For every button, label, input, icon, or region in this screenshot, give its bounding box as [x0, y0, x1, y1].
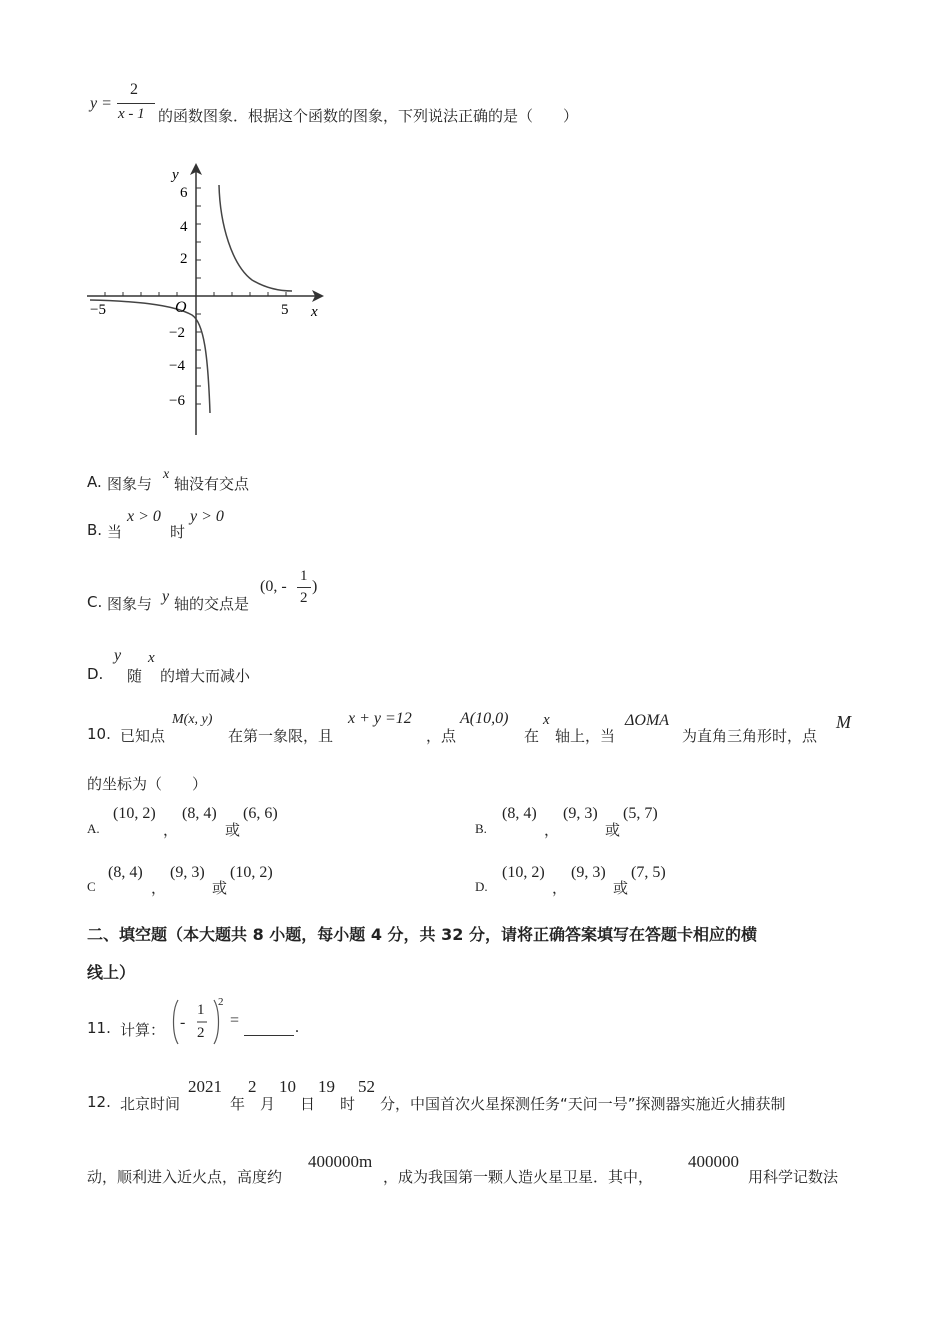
q11-numerator: 1 [197, 1002, 205, 1018]
q12-line2-text1: 动，顺利进入近火点，高度约 [87, 1168, 283, 1186]
q12-year: 2021 [188, 1077, 222, 1096]
q10-option-d-point3: (7, 5) [631, 864, 666, 881]
q10-option-b-point3: (5, 7) [623, 805, 658, 822]
q10-option-b-point2: (9, 3) [563, 805, 598, 822]
q12-hour-unit: 时 [340, 1095, 356, 1113]
option-b-result: y > 0 [190, 508, 224, 525]
y-tick-label-neg2: −2 [169, 325, 185, 341]
x-tick-label-5: 5 [281, 302, 289, 318]
section-heading-line2: 线上） [87, 963, 136, 982]
q12-year-unit: 年 [230, 1095, 246, 1113]
q11-equals: = [230, 1012, 240, 1029]
fraction-bar [117, 103, 155, 104]
y-tick-label-neg6: −6 [169, 393, 185, 409]
y-tick-label-neg4: −4 [169, 358, 185, 374]
q10-option-c-sep: ， [151, 879, 167, 897]
function-denominator: x - 1 [118, 106, 145, 122]
y-tick-label-2: 2 [180, 251, 188, 267]
q11-period: . [295, 1019, 299, 1036]
function-numerator: 2 [130, 81, 138, 98]
q11-denominator: 2 [197, 1025, 205, 1041]
q10-number: 10. [87, 725, 111, 743]
option-c-var: y [162, 588, 170, 605]
left-paren [174, 1000, 179, 1044]
y-axis-label: y [172, 167, 179, 183]
y-tick-label-4: 4 [180, 219, 188, 235]
option-b-text1: 当 [107, 523, 123, 541]
q10-var-x: x [543, 712, 550, 728]
q12-month-unit: 月 [260, 1095, 276, 1113]
option-c-denominator: 2 [300, 590, 308, 606]
option-c-point-close: ) [312, 578, 318, 595]
q10-option-b-point1: (8, 4) [502, 805, 537, 822]
option-c-point-open: (0, - [260, 578, 287, 595]
q10-var-m: M [836, 712, 851, 732]
q10-condition: x + y =12 [348, 710, 412, 727]
option-c-text2: 轴的交点是 [174, 595, 250, 613]
q10-option-d-sep: ， [552, 879, 568, 897]
option-d-var-x: x [148, 650, 155, 666]
option-a-var: x [163, 467, 170, 482]
option-b-cond: x > 0 [127, 508, 161, 525]
option-a-text1: 图象与 [107, 475, 153, 493]
option-b-letter: B. [87, 521, 103, 539]
option-d-var-y: y [114, 647, 122, 664]
q10-text1: 已知点 [120, 727, 166, 745]
q10-option-c-point3: (10, 2) [230, 864, 273, 881]
q12-number-value: 400000 [688, 1152, 739, 1171]
q12-text2: 分，中国首次火星探测任务“天问一号”探测器实施近火捕获制 [380, 1095, 786, 1113]
option-d-text2: 的增大而减小 [160, 667, 251, 685]
option-c-text1: 图象与 [107, 595, 153, 613]
q10-option-a-letter: A. [87, 821, 100, 836]
q10-option-d-or: 或 [613, 879, 629, 897]
option-a-text2: 轴没有交点 [174, 475, 250, 493]
q10-text3: ，点 [426, 727, 457, 745]
q10-option-a-point2: (8, 4) [182, 805, 217, 822]
q11-minus: - [180, 1014, 186, 1031]
hyperbola-left-branch [90, 300, 210, 413]
q10-option-c-letter: C [87, 879, 96, 894]
q12-height: 400000m [308, 1152, 373, 1171]
q10-point-m: M(x, y) [172, 712, 213, 727]
q10-option-b-or: 或 [605, 821, 621, 839]
q11-answer-blank[interactable] [244, 1021, 294, 1036]
q11-number: 11. [87, 1019, 111, 1037]
q12-day-unit: 日 [300, 1095, 316, 1113]
q10-option-a-sep: ， [163, 821, 179, 839]
q11-exponent: 2 [218, 996, 224, 1008]
x-tick-label-neg5: −5 [90, 302, 106, 318]
q10-option-b-sep: ， [544, 821, 560, 839]
function-y-equals: y = [90, 95, 112, 112]
option-d-text1: 随 [127, 667, 143, 685]
q12-line2-text2: ，成为我国第一颗人造火星卫星．其中， [383, 1168, 654, 1186]
option-c-numerator: 1 [300, 568, 308, 584]
y-tick-label-6: 6 [180, 185, 188, 201]
q10-option-c-or: 或 [212, 879, 228, 897]
q10-point-a: A(10,0) [460, 710, 509, 727]
q10-text6: 为直角三角形时，点 [682, 727, 818, 745]
section-heading-line1: 二、填空题（本大题共 8 小题，每小题 4 分，共 32 分，请将正确答案填写在答题卡相应的横 [87, 925, 757, 944]
q12-number: 12. [87, 1093, 111, 1111]
q12-line2-text3: 用科学记数法 [748, 1168, 839, 1186]
q12-minute: 52 [358, 1077, 375, 1096]
q10-option-d-letter: D. [475, 879, 488, 894]
q10-option-a-point3: (6, 6) [243, 805, 278, 822]
intro-text: 的函数图象．根据这个函数的图象，下列说法正确的是（ ） [158, 107, 579, 125]
x-axis-label: x [311, 304, 318, 320]
q11-text: 计算： [120, 1021, 166, 1039]
q10-line2: 的坐标为（ ） [87, 775, 208, 793]
hyperbola-right-branch [219, 185, 292, 291]
origin-label: O [175, 299, 187, 316]
q10-option-c-point2: (9, 3) [170, 864, 205, 881]
option-b-text2: 时 [170, 523, 186, 541]
q10-text4: 在 [524, 727, 540, 745]
option-c-fraction-bar [297, 587, 311, 588]
q12-day: 10 [279, 1077, 296, 1096]
q10-text5: 轴上，当 [555, 727, 616, 745]
q12-hour: 19 [318, 1077, 335, 1096]
function-graph [82, 155, 332, 445]
q10-option-a-or: 或 [225, 821, 241, 839]
option-c-letter: C. [87, 593, 103, 611]
q10-option-d-point2: (9, 3) [571, 864, 606, 881]
q10-option-c-point1: (8, 4) [108, 864, 143, 881]
option-d-letter: D. [87, 665, 104, 683]
q10-option-b-letter: B. [475, 821, 487, 836]
option-a-letter: A. [87, 473, 102, 491]
q10-text2: 在第一象限，且 [228, 727, 334, 745]
q12-text1: 北京时间 [120, 1095, 181, 1113]
q12-month: 2 [248, 1077, 257, 1096]
q10-option-a-point1: (10, 2) [113, 805, 156, 822]
q10-option-d-point1: (10, 2) [502, 864, 545, 881]
q10-triangle: ΔOMA [625, 712, 670, 729]
